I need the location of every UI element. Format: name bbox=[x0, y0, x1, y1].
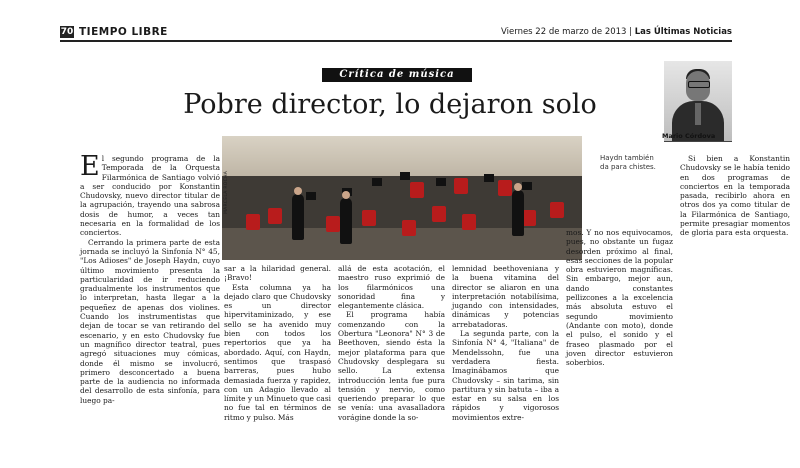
music-stand bbox=[436, 178, 446, 186]
article-paragraph: mos. Y no nos equivocamos, pues, no obstante un fugaz desorden próximo al final, esas secciones de la popular obra estuvieron magníficas. Sin embargo, mejor aun, dando constantes pellizcones a la excelencia más absoluta estuvo el segundo movimiento (Andante con moto), donde el pulso, el sonido y el fraseo plasmado por el joven director estuvieron soberbios. bbox=[566, 228, 673, 368]
author-name: Mario Córdova bbox=[662, 132, 716, 140]
article-headline: Pobre director, lo dejaron solo bbox=[183, 89, 597, 120]
music-stand bbox=[372, 178, 382, 186]
drop-cap: E bbox=[80, 151, 100, 182]
newspaper-page bbox=[60, 26, 790, 440]
article-paragraph: Si bien a Konstantin Chudovsky se le había tenido en dos programas de conciertos en la temporada pasada, recibirlo ahora en otros dos ya como titular de la Filarmónica de Santiago, permite presagiar momentos de gloria para esta orquesta. bbox=[680, 154, 790, 238]
paragraph-text: l segundo programa de la Temporada de la Orquesta Filarmónica de Santiago volvió a ser conducido por Konstantin Chudovsky, nuevo director titular de la agrupación, trayendo una sabrosa dosis de humor, a veces tan necesaria en la formalidad de los conciertos. bbox=[80, 154, 220, 238]
music-stand bbox=[306, 192, 316, 200]
article-column-2 bbox=[224, 264, 331, 442]
article-paragraph: allá de esta acotación, el maestro ruso exprimió de los filarmónicos una sonoridad fina y elegantemente clásica. bbox=[338, 264, 445, 311]
chair bbox=[246, 214, 260, 230]
chair bbox=[462, 214, 476, 230]
article-paragraph bbox=[80, 151, 220, 238]
music-stand bbox=[522, 182, 532, 190]
music-stand bbox=[400, 172, 410, 180]
page-header bbox=[60, 26, 732, 42]
violinist bbox=[512, 190, 524, 236]
article-column-3 bbox=[338, 264, 445, 442]
violinist bbox=[292, 194, 304, 240]
article-paragraph: La segunda parte, con la Sinfonía N° 4, "Italiana" de Mendelssohn, fue una verdadera fiesta. Imaginábamos que Chudovsky – sin tarima, sin partitura y sin batuta – iba a estar en su salsa en los rápidos y vigorosos movimientos extre- bbox=[452, 329, 559, 422]
chair bbox=[268, 208, 282, 224]
photo-caption: Haydn también da para chistes. bbox=[600, 154, 656, 171]
dateline bbox=[501, 27, 732, 38]
conductor-face bbox=[342, 191, 350, 199]
article-paragraph: Cerrando la primera parte de esta jornada se incluyó la Sinfonía N° 45, "Los Adioses" de Joseph Haydn, cuyo último movimiento presenta la particularidad de ir reduciendo gradualmente los instrumentos que lo interpretan, hasta llegar a la pequeñez de apenas dos violines. Cuando los instrumentistas que dejan de tocar se van retirando del escenario, y en esto Chudovsky fue un magnífico director teatral, pues agregó situaciones muy cómicas, donde él mismo se involucró, primero desconcertado a buena parte de la audiencia no informada del desarrollo de esta sinfonía, para luego pa- bbox=[80, 237, 220, 405]
article-paragraph: Esta columna ya ha dejado claro que Chudovsky es un director hipervitaminizado, y ese sello se ha avenido muy bien con todos los repertorios que ya ha abordado. Aquí, con Haydn, sentimos que traspasó barreras, pues hubo demasiada fuerza y rapidez, con un Adagio llevado al límite y un Minueto que casi no fue tal en términos de ritmo y pulso. Más bbox=[224, 282, 331, 422]
article-paragraph: sar a la hilaridad general. ¡Bravo! bbox=[224, 264, 331, 283]
article-column-4 bbox=[452, 264, 559, 442]
chair bbox=[326, 216, 340, 232]
article-column-1 bbox=[80, 151, 220, 442]
publication-name: Las Últimas Noticias bbox=[634, 27, 732, 37]
article-paragraph: lemnidad beethoveniana y la buena vitamina del director se aliaron en una interpretación notabilísima, jugando con intensidades, dinámicas y potencias arrebatadoras. bbox=[452, 264, 559, 329]
chair bbox=[498, 180, 512, 196]
chair bbox=[454, 178, 468, 194]
photo-credit: MARCELA ROCHA bbox=[224, 170, 229, 214]
chair bbox=[550, 202, 564, 218]
violinist-face bbox=[294, 187, 302, 195]
article-paragraph: El programa había comenzando con la Obertura "Leonora" N° 3 de Beethoven, siendo ésta la mejor plataforma para que Chudovsky desplegara su sello. La extensa introducción lenta fue pura tensión y nervio, como queriendo preparar lo que se venía: una avasalladora vorágine donde la so- bbox=[338, 310, 445, 422]
chair bbox=[362, 210, 376, 226]
chair bbox=[432, 206, 446, 222]
chair bbox=[410, 182, 424, 198]
conductor bbox=[340, 198, 352, 244]
issue-date: Viernes 22 de marzo de 2013 | bbox=[501, 27, 633, 37]
author-photo bbox=[664, 61, 732, 142]
article-column-6 bbox=[680, 154, 790, 444]
photo-wall bbox=[222, 136, 582, 176]
chair bbox=[402, 220, 416, 236]
violinist-face bbox=[514, 183, 522, 191]
article-column-5 bbox=[566, 228, 673, 442]
chair bbox=[522, 210, 536, 226]
music-stand bbox=[484, 174, 494, 182]
orchestra-photo bbox=[222, 136, 582, 260]
page-number: 70 bbox=[60, 27, 74, 37]
author-tie bbox=[695, 103, 701, 125]
section-name: TIEMPO LIBRE bbox=[79, 26, 168, 38]
article-kicker: Crítica de música bbox=[322, 68, 472, 82]
author-glasses bbox=[688, 81, 710, 88]
